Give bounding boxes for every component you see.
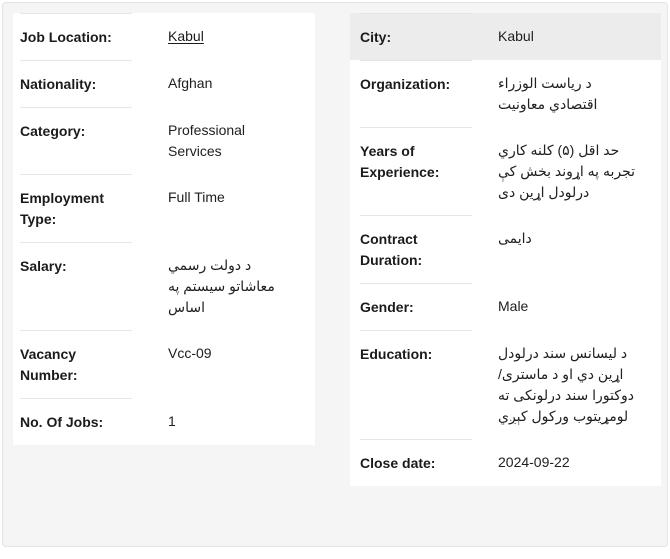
job-location-label: Job Location: <box>20 13 132 60</box>
row-city <box>350 13 661 60</box>
row-category <box>13 107 315 174</box>
row-close-date <box>350 439 661 486</box>
years-of-experience-value: حد اقل (۵) کلنه کاري تجربه په اړوند بخش کې درلودل اړین دی <box>498 142 636 200</box>
job-details-table-left <box>13 13 315 445</box>
nationality-value: Afghan <box>168 75 213 91</box>
job-details-table-right <box>350 13 661 486</box>
gender-label: Gender: <box>360 283 472 330</box>
organization-value: د ریاست الوزراء اقتصادي معاونیت <box>498 75 598 112</box>
education-value: د لیسانس سند درلودل اړین دي او د ماستری/دوکتورا سند درلونکی ته لومړیتوب ورکول کېږي <box>498 345 634 424</box>
vacancy-number-value: Vcc-09 <box>168 345 212 361</box>
row-salary <box>13 242 315 330</box>
category-value: Professional Services <box>168 122 246 159</box>
row-organization <box>350 60 661 127</box>
contract-duration-value: دایمی <box>498 230 532 246</box>
row-contract-duration <box>350 215 661 283</box>
job-details-panel <box>2 2 668 547</box>
row-job-location <box>13 13 315 60</box>
contract-duration-label: Contract Duration: <box>360 215 472 283</box>
row-years-of-experience <box>350 127 661 215</box>
gender-value: Male <box>498 298 529 314</box>
job-location-value <box>168 13 294 60</box>
row-vacancy-number <box>13 330 315 398</box>
nationality-label: Nationality: <box>20 60 132 107</box>
years-of-experience-label: Years of Experience: <box>360 127 472 215</box>
no-of-jobs-label: No. Of Jobs: <box>20 398 132 445</box>
organization-label: Organization: <box>360 60 472 127</box>
salary-label: Salary: <box>20 242 132 330</box>
close-date-value: 2024-09-22 <box>498 454 570 470</box>
row-no-of-jobs <box>13 398 315 445</box>
close-date-label: Close date: <box>360 439 472 486</box>
vacancy-number-label: Vacancy Number: <box>20 330 132 398</box>
category-label: Category: <box>20 107 132 174</box>
employment-type-value: Full Time <box>168 189 225 205</box>
city-label: City: <box>360 13 472 60</box>
job-location-link[interactable]: Kabul <box>168 28 204 44</box>
row-gender <box>350 283 661 330</box>
education-label: Education: <box>360 330 472 439</box>
no-of-jobs-value: 1 <box>168 413 176 429</box>
row-employment-type <box>13 174 315 242</box>
employment-type-label: Employment Type: <box>20 174 132 242</box>
salary-value: د دولت رسمي معاشاتو سیستم په اساس <box>168 257 275 315</box>
city-value: Kabul <box>498 28 534 44</box>
row-education <box>350 330 661 439</box>
row-nationality <box>13 60 315 107</box>
